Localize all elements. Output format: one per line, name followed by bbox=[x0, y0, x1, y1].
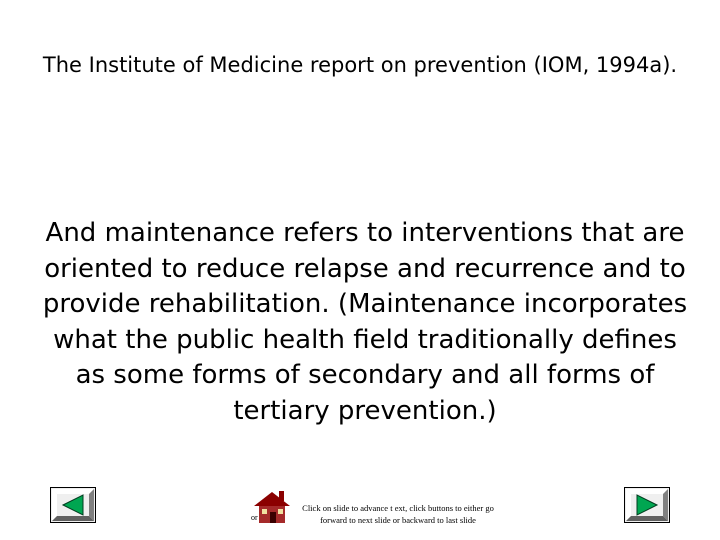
home-caption: or bbox=[251, 513, 258, 522]
arrow-right-icon bbox=[625, 488, 669, 522]
slide-body-text: And maintenance refers to interventions that are oriented to reduce relapse and recurrence and to provide rehabilitation. (Maintenance incorporates what the public health field traditionally defines as some forms of secondary and all forms of tertiary prevention.) bbox=[42, 218, 688, 426]
previous-slide-button[interactable] bbox=[50, 487, 96, 523]
arrow-left-icon bbox=[51, 488, 95, 522]
next-slide-button[interactable] bbox=[624, 487, 670, 523]
slide-title: The Institute of Medicine report on prevention (IOM, 1994a). bbox=[42, 53, 678, 77]
navigation-instructions: Click on slide to advance t ext, click buttons to either go forward to next slide or backward to last slide bbox=[302, 503, 494, 525]
